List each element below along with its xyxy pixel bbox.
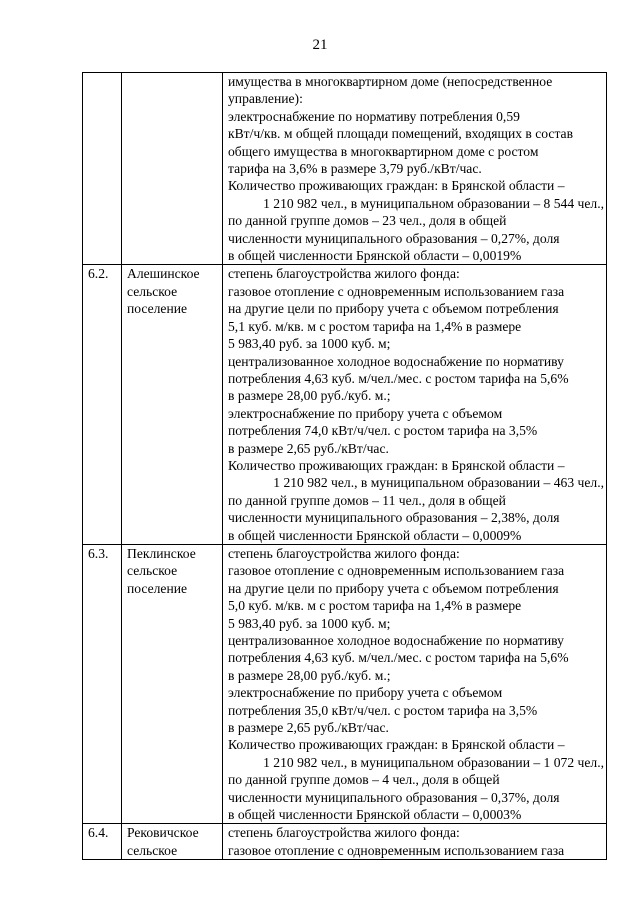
description-line: по данной группе домов – 23 чел., доля в общей xyxy=(228,213,507,229)
description-line: на другие цели по прибору учета с объемом потребления xyxy=(228,580,559,596)
description-line: централизованное холодное водоснабжение по нормативу xyxy=(228,353,564,369)
description-line: Количество проживающих граждан: в Брянской области – xyxy=(228,737,565,753)
description-line: 1 210 982 чел., в муниципальном образовании – 8 544 чел., xyxy=(263,195,604,211)
description-line: численности муниципального образования – 0,37%, доля xyxy=(228,789,560,805)
page-number: 21 xyxy=(312,37,328,53)
municipality-name-line: сельское xyxy=(127,563,178,579)
table-row xyxy=(83,544,607,824)
description-line: 1 210 982 чел., в муниципальном образовании – 463 чел., xyxy=(273,475,604,491)
municipality-name-cell xyxy=(122,73,223,265)
tariff-table-body xyxy=(83,73,607,860)
description-line: численности муниципального образования – 0,27%, доля xyxy=(228,230,560,246)
description-line: 5,0 куб. м/кв. м с ростом тарифа на 1,4% в размере xyxy=(228,598,522,614)
description-line: в размере 28,00 руб./куб. м.; xyxy=(228,667,391,683)
description-line: в размере 2,65 руб./кВт/час. xyxy=(228,720,389,736)
description-line: Количество проживающих граждан: в Брянской области – xyxy=(228,457,565,473)
municipality-name-line: поселение xyxy=(127,580,188,596)
description-line: тарифа на 3,6% в размере 3,79 руб./кВт/час. xyxy=(228,161,482,177)
description-line: степень благоустройства жилого фонда: xyxy=(228,825,460,841)
description-cell xyxy=(223,544,607,824)
description-line: потребления 35,0 кВт/ч/чел. с ростом тарифа на 3,5% xyxy=(228,702,538,718)
municipality-name-cell xyxy=(122,265,223,545)
description-line: общего имущества в многоквартирном доме с ростом xyxy=(228,143,539,159)
description-line: 5 983,40 руб. за 1000 куб. м; xyxy=(228,615,391,631)
description-line: в общей численности Брянской области – 0,0003% xyxy=(228,807,522,823)
description-line: имущества в многоквартирном доме (непосредственное xyxy=(228,74,553,89)
municipality-name-line: Рековичское xyxy=(127,825,199,841)
description-line: электроснабжение по прибору учета с объемом xyxy=(228,405,503,421)
description-line: 5 983,40 руб. за 1000 куб. м; xyxy=(228,336,391,352)
description-line: электроснабжение по нормативу потребления 0,59 xyxy=(228,108,520,124)
municipality-name-line: поселение xyxy=(127,301,188,317)
description-line: по данной группе домов – 4 чел., доля в общей xyxy=(228,772,500,788)
description-line: потребления 4,63 куб. м/чел./мес. с ростом тарифа на 5,6% xyxy=(228,370,569,386)
description-line: газовое отопление с одновременным использованием газа xyxy=(228,842,565,858)
description-line: централизованное холодное водоснабжение по нормативу xyxy=(228,633,564,648)
table-row xyxy=(83,265,607,545)
description-line: электроснабжение по прибору учета с объемом xyxy=(228,685,503,701)
description-line: газовое отопление с одновременным использованием газа xyxy=(228,563,565,579)
row-number-cell: 6.3. xyxy=(83,544,122,824)
description-line: потребления 4,63 куб. м/чел./мес. с ростом тарифа на 5,6% xyxy=(228,650,569,666)
description-line: в общей численности Брянской области – 0,0019% xyxy=(228,248,522,264)
description-line: Количество проживающих граждан: в Брянской области – xyxy=(228,178,565,194)
description-line: 1 210 982 чел., в муниципальном образовании – 1 072 чел., xyxy=(263,754,604,770)
table-row xyxy=(83,73,607,265)
municipality-name-cell xyxy=(122,824,223,860)
description-line: численности муниципального образования – 2,38%, доля xyxy=(228,510,560,526)
municipality-name-line: Алешинское xyxy=(127,266,200,282)
row-number-cell: 6.4. xyxy=(83,824,122,860)
description-cell xyxy=(223,824,607,860)
table-row xyxy=(83,824,607,860)
row-number-cell xyxy=(83,73,122,265)
description-line: в размере 28,00 руб./куб. м.; xyxy=(228,388,391,404)
description-cell xyxy=(223,73,607,265)
description-line: управление): xyxy=(228,91,303,107)
description-line: в размере 2,65 руб./кВт/час. xyxy=(228,440,389,456)
description-line: кВт/ч/кв. м общей площади помещений, входящих в состав xyxy=(228,126,574,142)
description-line: степень благоустройства жилого фонда: xyxy=(228,266,460,282)
description-line: по данной группе домов – 11 чел., доля в общей xyxy=(228,492,506,508)
municipality-name-line: сельское xyxy=(127,283,178,299)
description-line: степень благоустройства жилого фонда: xyxy=(228,545,460,561)
description-cell xyxy=(223,265,607,545)
description-line: потребления 74,0 кВт/ч/чел. с ростом тарифа на 3,5% xyxy=(228,423,538,439)
tariff-table xyxy=(82,72,607,860)
municipality-name-cell xyxy=(122,544,223,824)
description-line: 5,1 куб. м/кв. м с ростом тарифа на 1,4% в размере xyxy=(228,318,522,334)
municipality-name-line: сельское xyxy=(127,842,178,858)
description-line: в общей численности Брянской области – 0,0009% xyxy=(228,527,522,543)
description-line: газовое отопление с одновременным использованием газа xyxy=(228,283,565,299)
description-line: на другие цели по прибору учета с объемом потребления xyxy=(228,301,559,317)
municipality-name-line: Пеклинское xyxy=(127,545,196,561)
row-number-cell: 6.2. xyxy=(83,265,122,545)
